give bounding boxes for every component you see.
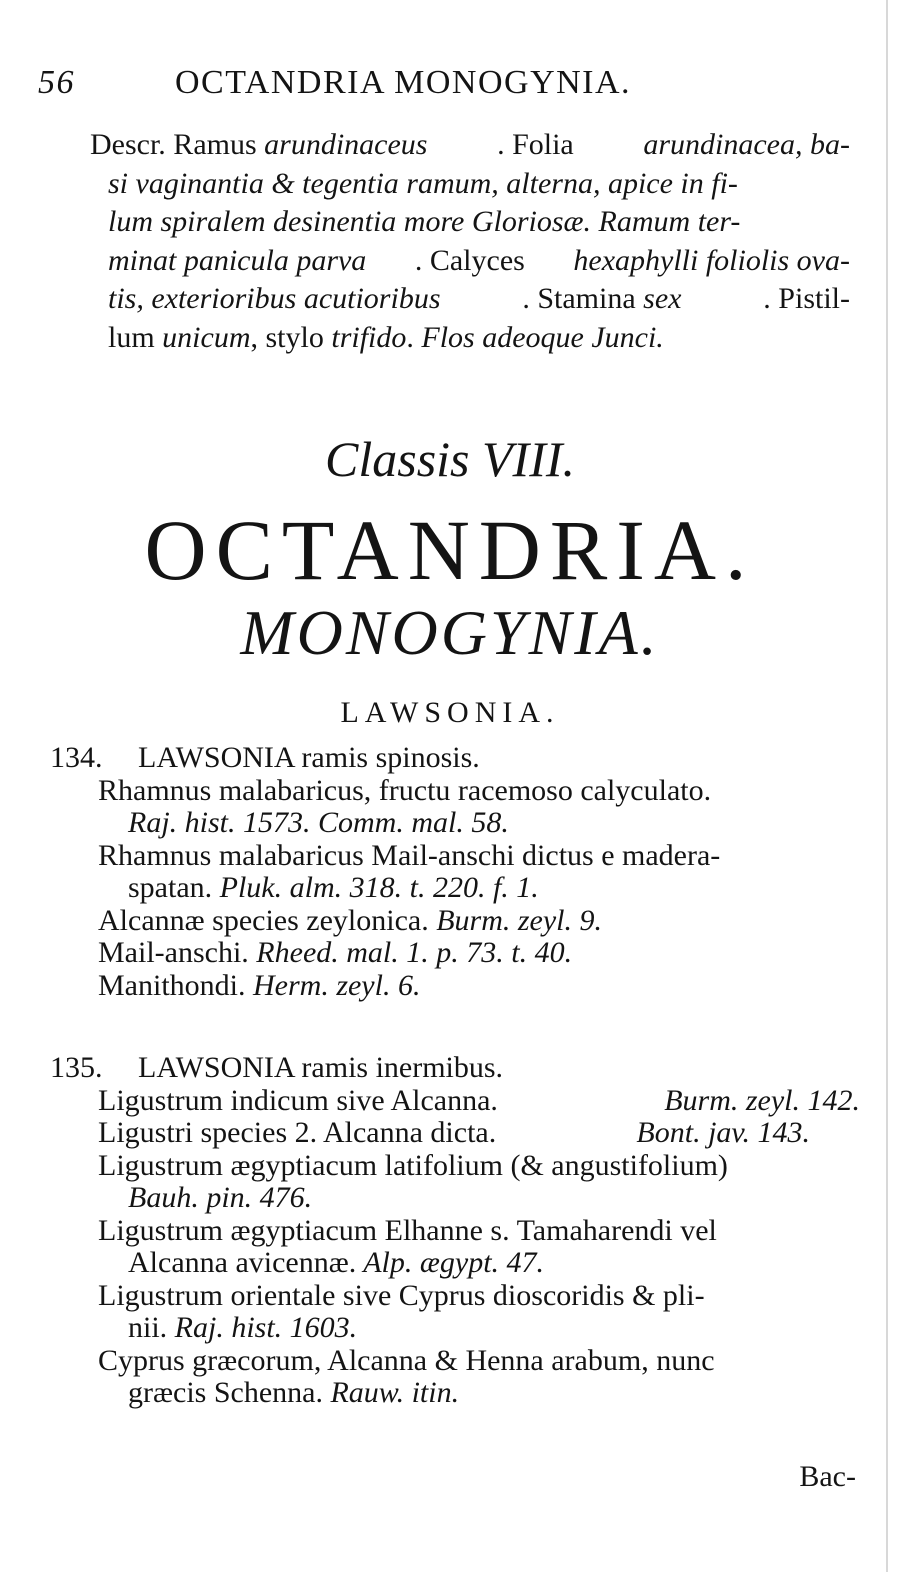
entry-heading — [50, 742, 860, 775]
description-italic: arundinacea, ba- — [643, 128, 850, 161]
description-line — [90, 126, 850, 165]
synonym: Rhamnus malabaricus Mail-anschi dictus e madera- spatan. Pluk. alm. 318. t. 220. f. 1. — [98, 838, 721, 904]
synonym-reference: Rheed. mal. 1. p. 73. t. 40. — [248, 936, 573, 969]
species-entry — [50, 742, 860, 1002]
synonym: Ligustrum ægyptiacum latifolium (& angustifolium) Bauh. pin. 476. — [98, 1148, 728, 1214]
description-italic: Flos adeoque Junci. — [421, 320, 664, 354]
species-entry — [50, 1052, 860, 1410]
synonym: Ligustrum orientale sive Cyprus dioscoridis & pli- nii. Raj. hist. 1603. — [98, 1278, 705, 1344]
description-text: . — [406, 320, 422, 354]
synonym-reference: Pluk. alm. 318. t. 220. f. 1. — [212, 871, 539, 904]
description-line — [90, 319, 850, 358]
description-line — [90, 165, 850, 204]
synonym: Cyprus græcorum, Alcanna & Henna arabum, nunc græcis Schenna. Rauw. itin. — [98, 1343, 715, 1409]
entry-number: 134. — [50, 741, 103, 774]
genus-heading: LAWSONIA. — [340, 696, 560, 729]
entry-heading — [50, 1052, 860, 1085]
description-text: . Stamina — [522, 282, 644, 315]
description-italic: arundinaceus — [264, 128, 428, 161]
description-italic: tis, exterioribus acutioribus — [108, 282, 441, 315]
species-diagnosis: ramis spinosis. — [293, 741, 480, 774]
synonym-reference: Burm. zeyl. 9. — [428, 903, 603, 937]
description-text: Descr. Ramus — [90, 128, 265, 161]
description-text: lum — [108, 320, 163, 354]
species-diagnosis: ramis inermibus. — [293, 1051, 504, 1084]
synonym: Mail-anschi. Rheed. mal. 1. p. 73. t. 40. — [98, 936, 573, 969]
description-text: . Pistil- — [763, 282, 850, 315]
description-text: . Calyces — [414, 243, 525, 277]
description-italic: sex — [643, 282, 682, 315]
species-name: LAWSONIA — [138, 741, 294, 774]
synonym-reference: Burm. zeyl. 142. — [664, 1083, 860, 1117]
synonym-reference: Alp. ægypt. 47. — [356, 1246, 545, 1279]
description-text: , stylo — [250, 320, 332, 354]
synonym-reference: Raj. hist. 1603. — [167, 1311, 358, 1344]
description-italic: minat panicula parva — [108, 243, 367, 277]
entry-number: 135. — [50, 1051, 103, 1084]
description-paragraph — [90, 126, 850, 357]
running-title: OCTANDRIA MONOGYNIA. — [175, 64, 632, 101]
synonym-reference: Herm. zeyl. 6. — [245, 968, 421, 1002]
synonym: Alcannæ species zeylonica. Burm. zeyl. 9. — [98, 903, 603, 937]
description-line — [90, 242, 850, 281]
description-italic: si vaginantia & tegentia ramum, alterna, apice in fi- — [108, 166, 738, 200]
synonym: Manithondi. Herm. zeyl. 6. — [98, 968, 421, 1002]
class-heading: Classis VIII. — [325, 431, 575, 487]
description-italic: lum spiralem desinentia more Gloriosæ. Ramum ter- — [108, 205, 741, 238]
synonym: Ligustri species 2. Alcanna dicta. Bont. jav. 143. — [98, 1116, 810, 1149]
description-line — [90, 280, 850, 319]
synonym: Ligustrum indicum sive Alcanna. Burm. zeyl. 142. — [98, 1083, 860, 1117]
order-title: MONOGYNIA. — [240, 597, 660, 668]
class-title: OCTANDRIA. — [144, 502, 756, 598]
species-name: LAWSONIA — [138, 1051, 294, 1084]
synonym-reference: Bont. jav. 143. — [636, 1116, 810, 1149]
synonym: Ligustrum ægyptiacum Elhanne s. Tamaharendi vel Alcanna avicennæ. Alp. ægypt. 47. — [98, 1213, 717, 1279]
synonym-reference: Bauh. pin. 476. — [128, 1181, 313, 1214]
description-text: . Folia — [497, 128, 574, 161]
description-italic: unicum — [162, 320, 251, 354]
synonym: Rhamnus malabaricus, fructu racemoso calyculato. Raj. hist. 1573. Comm. mal. 58. — [98, 773, 712, 839]
synonym-reference: Raj. hist. 1573. Comm. mal. 58. — [128, 806, 509, 839]
catchword: Bac- — [799, 1460, 856, 1493]
page-edge — [886, 0, 888, 1572]
page-number: 56 — [38, 64, 75, 101]
description-italic: trifido — [331, 320, 407, 354]
description-italic: hexaphylli foliolis ova- — [573, 243, 850, 277]
description-line — [90, 203, 850, 242]
synonym-reference: Rauw. itin. — [322, 1376, 460, 1409]
